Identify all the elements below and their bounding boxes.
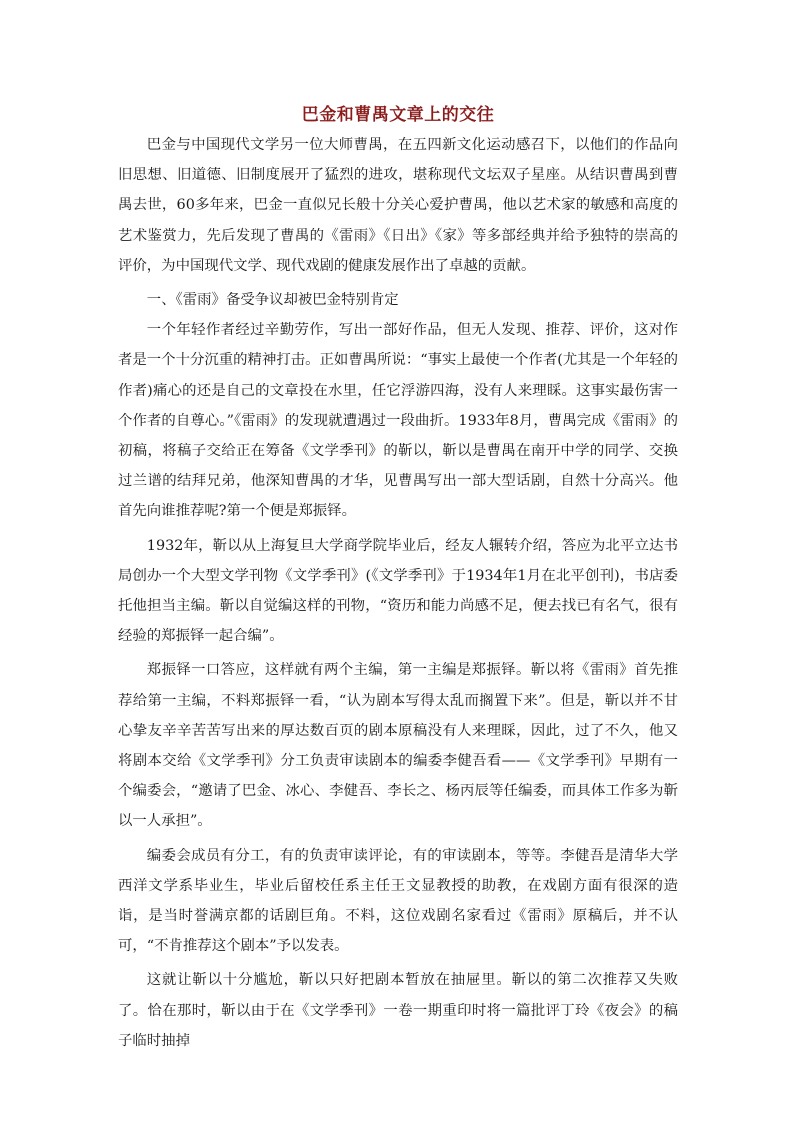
- document-page: [118, 100, 678, 1056]
- section-heading-1: 一、《雷雨》备受争议却被巴金特别肯定: [146, 292, 399, 309]
- paragraph-intro: 巴金与中国现代文学另一位大师曹禺，在五四新文化运动感召下，以他们的作品向旧思想、旧道德、旧制度展开了猛烈的进攻，堪称现代文坛双子星座。从结识曹禺到曹禺去世，60多年来，巴金一直似兄长般十分关心爱护曹禺，他以艺术家的敏感和高度的艺术鉴赏力，先后发现了曹禺的《雷雨》《日出》《家》等多部经典并给予独特的崇高的评价，为中国现代文学、现代戏剧的健康发展作出了卓越的贡献。: [118, 137, 678, 274]
- paragraph-5: 编委会成员有分工，有的负责审读评论，有的审读剧本，等等。李健吾是清华大学西洋文学系毕业生，毕业后留校任系主任王文显教授的助教，在戏剧方面有很深的造诣，是当时誉满京都的话剧巨角。不料，这位戏剧名家看过《雷雨》原稿后，并不认可，“不肯推荐这个剧本”予以发表。: [118, 847, 678, 955]
- paragraph-2: 一个年轻作者经过辛勤劳作，写出一部好作品，但无人发现、推荐、评价，这对作者是一个十分沉重的精神打击。正如曹禺所说：“事实上最使一个作者(尤其是一个年轻的作者)痛心的还是自己的文章投在水里，任它浮游四海，没有人来理睬。这事实最伤害一个作者的自尊心。”《雷雨》的发现就遭遇过一段曲折。1933年8月，曹禺完成《雷雨》的初稿，将稿子交给正在筹备《文学季刊》的靳以，靳以是曹禺在南开中学的同学、交换过兰谱的结拜兄弟，他深知曹禺的才华，见曹禺写出一部大型话剧，自然十分高兴。他首先向谁推荐呢?第一个便是郑振铎。: [118, 322, 678, 520]
- paragraph-3: 1932年，靳以从上海复旦大学商学院毕业后，经友人辗转介绍，答应为北平立达书局创办一个大型文学刊物《文学季刊》(《文学季刊》于1934年1月在北平创刊)，书店委托他担当主编。靳以自觉编这样的刊物，“资历和能力尚感不足，便去找已有名气，很有经验的郑振铎一起合编”。: [118, 537, 678, 645]
- paragraph-6: 这就让靳以十分尴尬，靳以只好把剧本暂放在抽屉里。靳以的第二次推荐又失败了。恰在那时，靳以由于在《文学季刊》一卷一期重印时将一篇批评丁玲《夜会》的稿子临时抽掉: [118, 972, 678, 1049]
- paragraph-4: 郑振铎一口答应，这样就有两个主编，第一主编是郑振铎。靳以将《雷雨》首先推荐给第一主编，不料郑振铎一看，“认为剧本写得太乱而搁置下来”。但是，靳以并不甘心挚友辛辛苦苦写出来的厚达数百页的剧本原稿没有人来理睬，因此，过了不久，他又将剧本交给《文学季刊》分工负责审读剧本的编委李健吾看——《文学季刊》早期有一个编委会，“邀请了巴金、冰心、李健吾、李长之、杨丙辰等任编委，而具体工作多为靳以一人承担”。: [118, 662, 678, 830]
- article-title: 巴金和曹禺文章上的交往: [301, 105, 495, 125]
